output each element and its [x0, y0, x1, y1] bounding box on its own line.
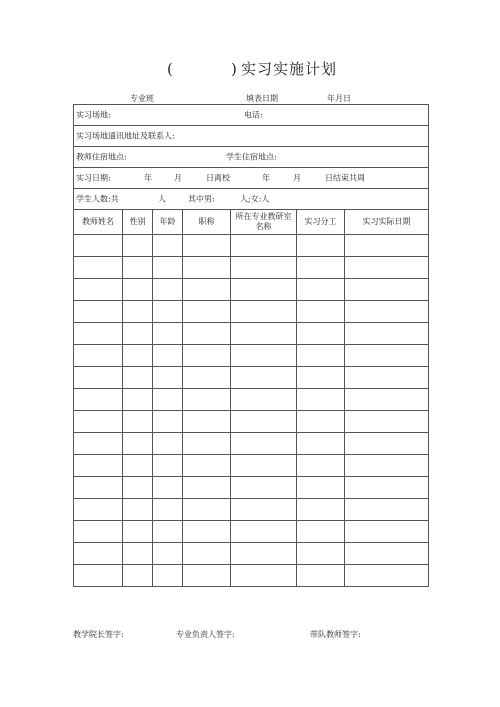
lead-teacher-signature-label: 带队教师签字: [310, 630, 361, 639]
table-cell[interactable] [231, 235, 297, 257]
table-cell[interactable] [345, 565, 429, 587]
table-cell[interactable] [123, 565, 153, 587]
year-2: 年 [262, 173, 270, 183]
table-cell[interactable] [74, 367, 123, 389]
table-cell[interactable] [297, 257, 345, 279]
table-cell[interactable] [74, 257, 123, 279]
table-cell[interactable] [297, 367, 345, 389]
table-cell[interactable] [74, 411, 123, 433]
table-cell[interactable] [183, 345, 231, 367]
table-cell[interactable] [297, 411, 345, 433]
table-cell[interactable] [153, 543, 183, 565]
female-label: 人;女:人 [240, 194, 270, 204]
major-class-label: 专业班 [130, 94, 154, 103]
table-cell[interactable] [183, 235, 231, 257]
table-cell[interactable] [297, 477, 345, 499]
table-cell[interactable] [153, 279, 183, 301]
table-cell[interactable] [345, 521, 429, 543]
table-row [74, 565, 429, 587]
table-cell[interactable] [297, 499, 345, 521]
title-open-paren: ( [167, 60, 173, 78]
site-row [74, 105, 429, 126]
table-cell[interactable] [153, 411, 183, 433]
table-cell[interactable] [345, 367, 429, 389]
table-cell[interactable] [74, 323, 123, 345]
table-cell[interactable] [183, 367, 231, 389]
major-head-signature-label: 专业负责人签字: [176, 630, 235, 639]
table-cell[interactable] [297, 323, 345, 345]
table-row [74, 257, 429, 279]
table-cell[interactable] [183, 521, 231, 543]
table-cell[interactable] [74, 477, 123, 499]
internship-date-row [74, 168, 429, 189]
table-cell[interactable] [74, 345, 123, 367]
table-cell[interactable] [231, 565, 297, 587]
phone-label: 电话: [244, 110, 263, 120]
table-cell[interactable] [153, 389, 183, 411]
table-row [74, 477, 429, 499]
table-cell[interactable] [123, 345, 153, 367]
column-header: 职称 [183, 210, 231, 235]
table-cell[interactable] [183, 565, 231, 587]
plan-form-table [73, 104, 429, 587]
table-cell[interactable] [183, 257, 231, 279]
table-cell[interactable] [74, 521, 123, 543]
dean-signature-label: 教学院长签字: [73, 630, 124, 639]
table-row [74, 411, 429, 433]
table-cell[interactable] [345, 543, 429, 565]
students-total-label: 学生人数:共 [76, 194, 119, 204]
table-cell[interactable] [231, 323, 297, 345]
table-cell[interactable] [183, 279, 231, 301]
column-header: 实习分工 [297, 210, 345, 235]
table-cell[interactable] [231, 433, 297, 455]
table-cell[interactable] [345, 477, 429, 499]
table-cell[interactable] [153, 367, 183, 389]
column-header: 实习实际日期 [345, 210, 429, 235]
table-cell[interactable] [231, 411, 297, 433]
table-cell[interactable] [123, 477, 153, 499]
table-cell[interactable] [345, 433, 429, 455]
table-cell[interactable] [74, 279, 123, 301]
table-cell[interactable] [74, 389, 123, 411]
table-cell[interactable] [345, 279, 429, 301]
table-cell[interactable] [123, 257, 153, 279]
table-cell[interactable] [297, 389, 345, 411]
table-cell[interactable] [153, 257, 183, 279]
table-cell[interactable] [123, 279, 153, 301]
ren-label: 人 [158, 194, 166, 204]
table-cell[interactable] [123, 499, 153, 521]
table-cell[interactable] [297, 433, 345, 455]
table-cell[interactable] [231, 257, 297, 279]
table-cell[interactable] [74, 301, 123, 323]
column-header: 所在专业教研室名称 [231, 210, 297, 235]
table-cell[interactable] [153, 301, 183, 323]
table-cell[interactable] [153, 455, 183, 477]
table-row [74, 345, 429, 367]
table-cell[interactable] [231, 279, 297, 301]
table-cell[interactable] [74, 433, 123, 455]
teacher-lodging-label: 教师住宿地点: [76, 152, 127, 162]
lodging-row [74, 147, 429, 168]
title-text: 实习实施计划 [241, 60, 338, 78]
table-cell[interactable] [153, 565, 183, 587]
table-row [74, 323, 429, 345]
table-cell[interactable] [153, 433, 183, 455]
table-row [74, 279, 429, 301]
table-cell[interactable] [231, 455, 297, 477]
date-label: 实习日期: [76, 173, 111, 183]
table-cell[interactable] [231, 389, 297, 411]
table-cell[interactable] [123, 389, 153, 411]
table-cell[interactable] [74, 455, 123, 477]
table-cell[interactable] [183, 323, 231, 345]
table-cell[interactable] [123, 521, 153, 543]
table-cell[interactable] [183, 301, 231, 323]
table-cell[interactable] [231, 477, 297, 499]
table-cell[interactable] [297, 521, 345, 543]
table-cell[interactable] [231, 367, 297, 389]
table-cell[interactable] [231, 345, 297, 367]
table-cell[interactable] [153, 499, 183, 521]
column-header: 教师姓名 [74, 210, 123, 235]
table-cell[interactable] [297, 455, 345, 477]
table-cell[interactable] [297, 345, 345, 367]
table-cell[interactable] [183, 389, 231, 411]
table-cell[interactable] [297, 565, 345, 587]
table-cell[interactable] [231, 521, 297, 543]
table-cell[interactable] [345, 323, 429, 345]
table-row [74, 367, 429, 389]
table-cell[interactable] [74, 499, 123, 521]
table-cell[interactable] [345, 257, 429, 279]
column-header: 年龄 [153, 210, 183, 235]
table-cell[interactable] [231, 543, 297, 565]
table-cell[interactable] [123, 543, 153, 565]
table-row [74, 455, 429, 477]
table-cell[interactable] [231, 301, 297, 323]
teacher-table-header [74, 210, 429, 235]
table-cell[interactable] [183, 499, 231, 521]
table-cell[interactable] [153, 323, 183, 345]
year-1: 年 [144, 173, 152, 183]
end-week-label: 日结束共周 [325, 173, 365, 183]
title-close-paren: ) [231, 60, 237, 78]
table-row [74, 301, 429, 323]
table-cell[interactable] [183, 455, 231, 477]
male-label: 其中男: [188, 194, 215, 204]
leave-school-label: 日离校 [206, 173, 230, 183]
table-cell[interactable] [297, 279, 345, 301]
column-header: 性别 [123, 210, 153, 235]
table-cell[interactable] [123, 301, 153, 323]
table-cell[interactable] [153, 235, 183, 257]
table-cell[interactable] [345, 499, 429, 521]
table-cell[interactable] [183, 543, 231, 565]
table-cell[interactable] [123, 235, 153, 257]
month-2: 月 [293, 173, 301, 183]
fill-date-label: 填表日期 [246, 94, 278, 103]
table-cell[interactable] [123, 433, 153, 455]
table-cell[interactable] [123, 323, 153, 345]
table-row [74, 499, 429, 521]
page-title [0, 58, 500, 80]
date-ymd-label: 年月日 [327, 94, 351, 103]
table-cell[interactable] [183, 411, 231, 433]
table-cell[interactable] [297, 301, 345, 323]
table-cell[interactable] [74, 543, 123, 565]
table-cell[interactable] [345, 455, 429, 477]
table-cell[interactable] [123, 411, 153, 433]
contact-label: 实习场地通讯地址及联系人: [76, 131, 175, 141]
student-count-row [74, 189, 429, 210]
table-cell[interactable] [153, 477, 183, 499]
table-cell[interactable] [345, 301, 429, 323]
table-row [74, 521, 429, 543]
contact-row [74, 126, 429, 147]
table-row [74, 389, 429, 411]
table-cell[interactable] [345, 235, 429, 257]
table-cell[interactable] [123, 367, 153, 389]
student-lodging-label: 学生住宿地点: [226, 152, 277, 162]
table-cell[interactable] [297, 543, 345, 565]
table-cell[interactable] [74, 235, 123, 257]
table-cell[interactable] [123, 455, 153, 477]
table-cell[interactable] [345, 389, 429, 411]
table-cell[interactable] [345, 411, 429, 433]
table-cell[interactable] [74, 565, 123, 587]
table-row [74, 543, 429, 565]
table-cell[interactable] [183, 477, 231, 499]
table-cell[interactable] [345, 345, 429, 367]
table-cell[interactable] [297, 235, 345, 257]
table-row [74, 235, 429, 257]
table-cell[interactable] [153, 345, 183, 367]
table-cell[interactable] [231, 499, 297, 521]
table-row [74, 433, 429, 455]
site-label: 实习场地: [76, 110, 111, 120]
table-cell[interactable] [153, 521, 183, 543]
table-cell[interactable] [183, 433, 231, 455]
month-1: 月 [174, 173, 182, 183]
